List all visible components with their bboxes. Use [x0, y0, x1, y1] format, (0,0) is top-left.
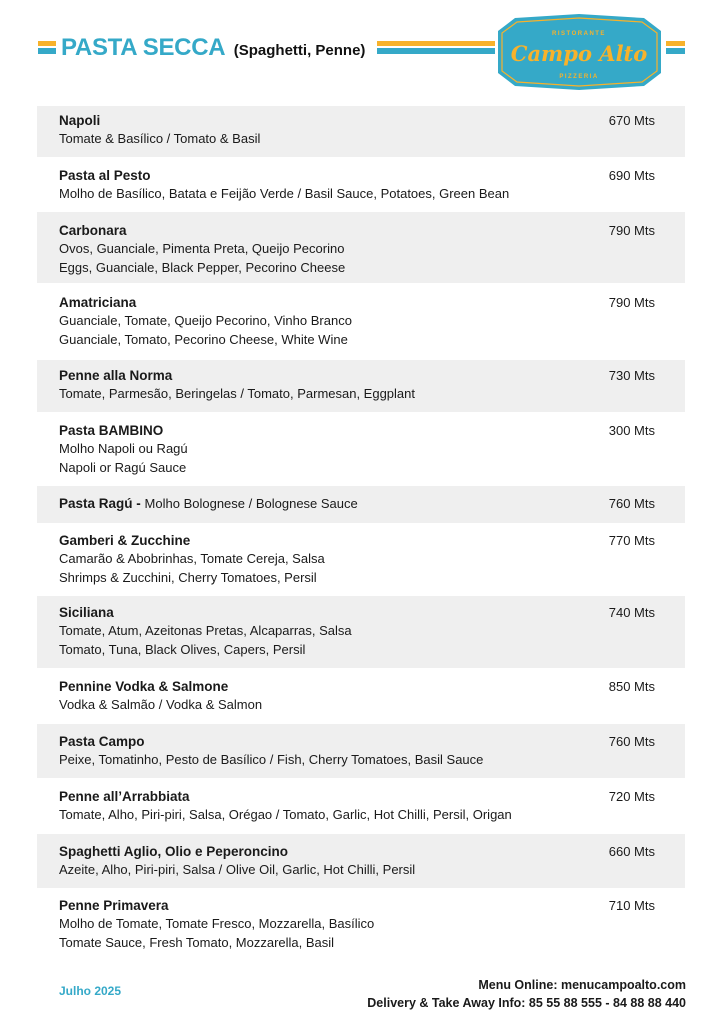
menu-item-penne-alla-norma	[37, 360, 685, 412]
delivery-info: Delivery & Take Away Info: 85 55 88 555 - 84 88 88 440	[367, 996, 686, 1010]
item-description-en: Tomate Sauce, Fresh Tomato, Mozzarella, Basil	[59, 934, 335, 950]
menu-item-carbonara	[37, 212, 685, 283]
item-price: 790 Mts	[608, 223, 655, 238]
item-description: Molho Bolognese / Bolognese Sauce	[144, 496, 358, 511]
item-price: 740 Mts	[608, 605, 655, 620]
logo-bottom-text: PIZZERIA	[559, 74, 599, 80]
item-description: Molho de Basílico, Batata e Feijão Verde / Basil Sauce, Potatoes, Green Bean	[59, 186, 510, 201]
item-price: 300 Mts	[608, 423, 655, 438]
item-price: 710 Mts	[608, 898, 655, 913]
menu-item-gamberi-zucchine	[37, 523, 685, 596]
campo-alto-logo	[497, 13, 662, 91]
menu-list	[37, 106, 685, 958]
logo-badge-icon	[497, 13, 662, 91]
section-title-main: PASTA SECCA	[61, 34, 226, 61]
item-name: Pennine Vodka & Salmone	[59, 679, 229, 694]
item-name: Siciliana	[59, 605, 114, 620]
item-name: Penne all’Arrabbiata	[59, 789, 190, 804]
item-name: Pasta Campo	[59, 734, 145, 749]
menu-item-pennine-vodka-salmone	[37, 668, 685, 724]
item-price: 790 Mts	[608, 295, 655, 310]
item-description-en: Napoli or Ragú Sauce	[59, 459, 187, 475]
item-name: Pasta Ragú -	[59, 496, 141, 511]
item-description: Molho Napoli ou Ragú	[59, 441, 188, 456]
item-name: Penne Primavera	[59, 898, 169, 913]
menu-item-amatriciana	[37, 283, 685, 360]
item-name: Gamberi & Zucchine	[59, 533, 191, 548]
logo-top-text: RISTORANTE	[552, 31, 606, 37]
decorative-stripe-right	[666, 41, 685, 54]
item-description: Peixe, Tomatinho, Pesto de Basílico / Fish, Cherry Tomatoes, Basil Sauce	[59, 752, 484, 767]
menu-online-link[interactable]: Menu Online: menucampoalto.com	[478, 978, 686, 992]
logo-name: Campo Alto	[510, 41, 648, 66]
decorative-stripe-middle	[377, 41, 495, 54]
item-description-en: Shrimps & Zucchini, Cherry Tomatoes, Persil	[59, 569, 317, 585]
item-price: 720 Mts	[608, 789, 655, 804]
item-name: Spaghetti Aglio, Olio e Peperoncino	[59, 844, 289, 859]
footer-info	[367, 976, 686, 1012]
section-title	[61, 34, 365, 62]
item-description: Vodka & Salmão / Vodka & Salmon	[59, 697, 263, 712]
menu-item-pasta-ragu	[37, 486, 685, 523]
item-description-en: Tomato, Tuna, Black Olives, Capers, Persil	[59, 641, 306, 657]
menu-item-penne-primavera	[37, 888, 685, 958]
item-description: Ovos, Guanciale, Pimenta Preta, Queijo Pecorino	[59, 241, 345, 256]
item-price: 670 Mts	[608, 113, 655, 128]
section-title-subtitle: (Spaghetti, Penne)	[233, 42, 366, 59]
item-description-en: Eggs, Guanciale, Black Pepper, Pecorino Cheese	[59, 259, 346, 275]
menu-item-pasta-campo	[37, 724, 685, 778]
item-description: Tomate & Basílico / Tomato & Basil	[59, 131, 261, 146]
footer-date: Julho 2025	[59, 984, 122, 998]
item-description: Tomate, Atum, Azeitonas Pretas, Alcaparras, Salsa	[59, 623, 352, 638]
item-name: Pasta BAMBINO	[59, 423, 164, 438]
item-name: Napoli	[59, 113, 101, 128]
menu-item-siciliana	[37, 596, 685, 668]
item-name: Amatriciana	[59, 295, 137, 310]
item-price: 730 Mts	[608, 368, 655, 383]
menu-item-spaghetti-aglio-olio	[37, 834, 685, 888]
item-price: 690 Mts	[608, 168, 655, 183]
menu-item-pasta-bambino	[37, 412, 685, 486]
item-name: Pasta al Pesto	[59, 168, 151, 183]
item-price: 850 Mts	[608, 679, 655, 694]
decorative-stripe-left	[38, 41, 56, 54]
item-description: Tomate, Parmesão, Beringelas / Tomato, Parmesan, Eggplant	[59, 386, 416, 401]
item-name: Carbonara	[59, 223, 127, 238]
item-description: Guanciale, Tomate, Queijo Pecorino, Vinho Branco	[59, 313, 352, 328]
item-price: 770 Mts	[608, 533, 655, 548]
item-description: Tomate, Alho, Piri-piri, Salsa, Orégao / Tomato, Garlic, Hot Chilli, Persil, Origan	[59, 807, 512, 822]
menu-item-napoli	[37, 106, 685, 157]
item-price: 760 Mts	[608, 734, 655, 749]
menu-item-penne-arrabbiata	[37, 778, 685, 834]
item-price: 760 Mts	[608, 496, 655, 511]
item-price: 660 Mts	[608, 844, 655, 859]
menu-item-pasta-al-pesto	[37, 157, 685, 212]
item-name-inline	[59, 495, 663, 513]
item-description: Azeite, Alho, Piri-piri, Salsa / Olive Oil, Garlic, Hot Chilli, Persil	[59, 862, 416, 877]
item-description-en: Guanciale, Tomato, Pecorino Cheese, White Wine	[59, 331, 348, 347]
item-name: Penne alla Norma	[59, 368, 173, 383]
item-description: Camarão & Abobrinhas, Tomate Cereja, Salsa	[59, 551, 325, 566]
item-description: Molho de Tomate, Tomate Fresco, Mozzarella, Basílico	[59, 916, 375, 931]
